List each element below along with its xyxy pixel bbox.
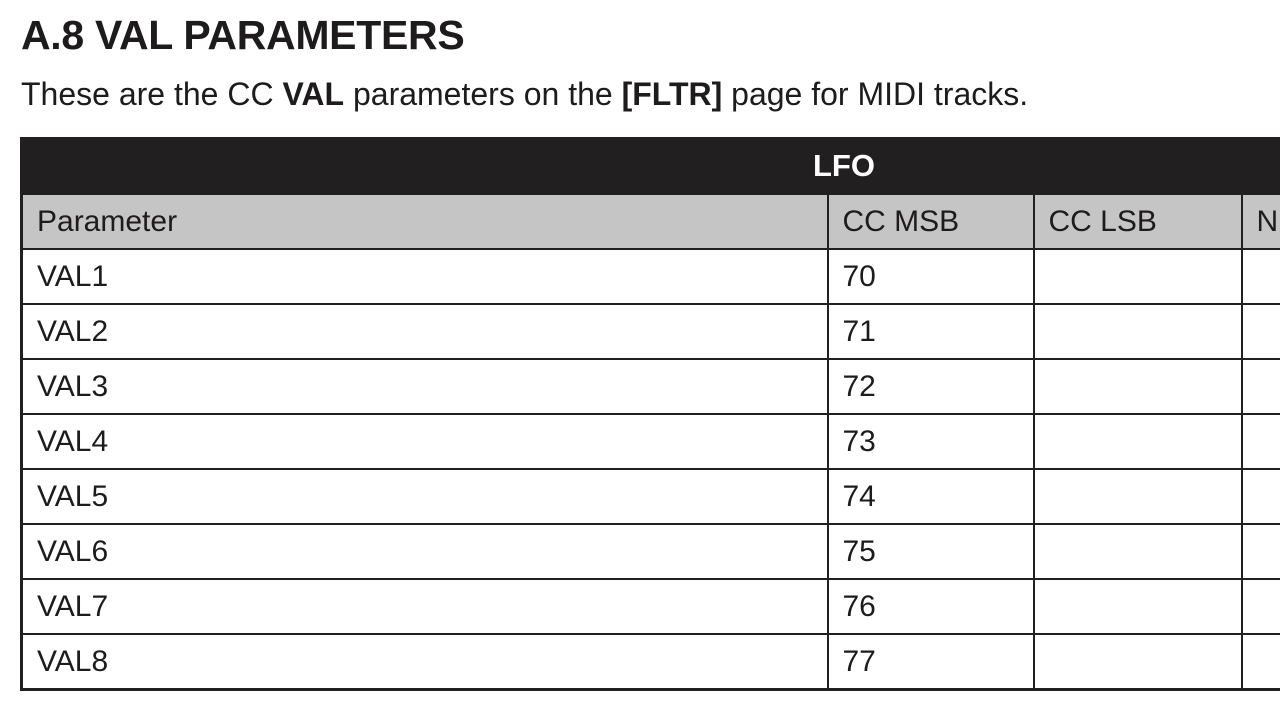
column-header-n: N [1242, 195, 1280, 249]
section-row [22, 137, 1280, 195]
cell-parameter: VAL3 [22, 359, 828, 414]
intro-bold-val: VAL [282, 76, 345, 112]
cell-n [1242, 469, 1280, 524]
cell-cc-lsb [1034, 524, 1242, 579]
cell-parameter: VAL4 [22, 414, 828, 469]
column-header-cc-lsb: CC LSB [1034, 195, 1242, 249]
section-title: LFO [813, 148, 875, 183]
cell-cc-msb: 70 [828, 249, 1034, 304]
cell-n [1242, 359, 1280, 414]
column-header-cc-msb: CC MSB [828, 195, 1034, 249]
cell-n [1242, 304, 1280, 359]
parameter-table-container [20, 137, 1280, 691]
cell-cc-lsb [1034, 359, 1242, 414]
table-row [22, 359, 1280, 414]
cell-cc-lsb [1034, 634, 1242, 690]
table-row [22, 579, 1280, 634]
cell-parameter: VAL6 [22, 524, 828, 579]
column-header-parameter: Parameter [22, 195, 828, 249]
cell-parameter: VAL5 [22, 469, 828, 524]
cell-cc-lsb [1034, 579, 1242, 634]
cell-cc-lsb [1034, 249, 1242, 304]
cell-parameter: VAL8 [22, 634, 828, 690]
cell-cc-msb: 75 [828, 524, 1034, 579]
parameter-table [20, 137, 1280, 691]
table-row [22, 469, 1280, 524]
cell-n [1242, 634, 1280, 690]
intro-text-3: page for MIDI tracks. [722, 76, 1029, 112]
intro-bold-fltr: [FLTR] [621, 76, 723, 112]
table-row [22, 249, 1280, 304]
cell-parameter: VAL7 [22, 579, 828, 634]
table-row [22, 304, 1280, 359]
cell-cc-msb: 74 [828, 469, 1034, 524]
cell-parameter: VAL2 [22, 304, 828, 359]
cell-parameter: VAL1 [22, 249, 828, 304]
cell-cc-msb: 72 [828, 359, 1034, 414]
cell-n [1242, 414, 1280, 469]
table-row [22, 414, 1280, 469]
cell-cc-msb: 73 [828, 414, 1034, 469]
cell-n [1242, 249, 1280, 304]
cell-cc-lsb [1034, 469, 1242, 524]
intro-paragraph [21, 72, 1028, 116]
section-header [22, 137, 1280, 195]
column-header-row [22, 195, 1280, 249]
table-row [22, 634, 1280, 690]
table-row [22, 524, 1280, 579]
cell-cc-msb: 71 [828, 304, 1034, 359]
cell-cc-msb: 77 [828, 634, 1034, 690]
section-heading: A.8 VAL PARAMETERS [21, 12, 465, 58]
cell-n [1242, 579, 1280, 634]
cell-cc-msb: 76 [828, 579, 1034, 634]
cell-cc-lsb [1034, 414, 1242, 469]
intro-text-1: These are the CC [21, 76, 283, 112]
intro-text-2: parameters on the [344, 76, 622, 112]
cell-cc-lsb [1034, 304, 1242, 359]
cell-n [1242, 524, 1280, 579]
